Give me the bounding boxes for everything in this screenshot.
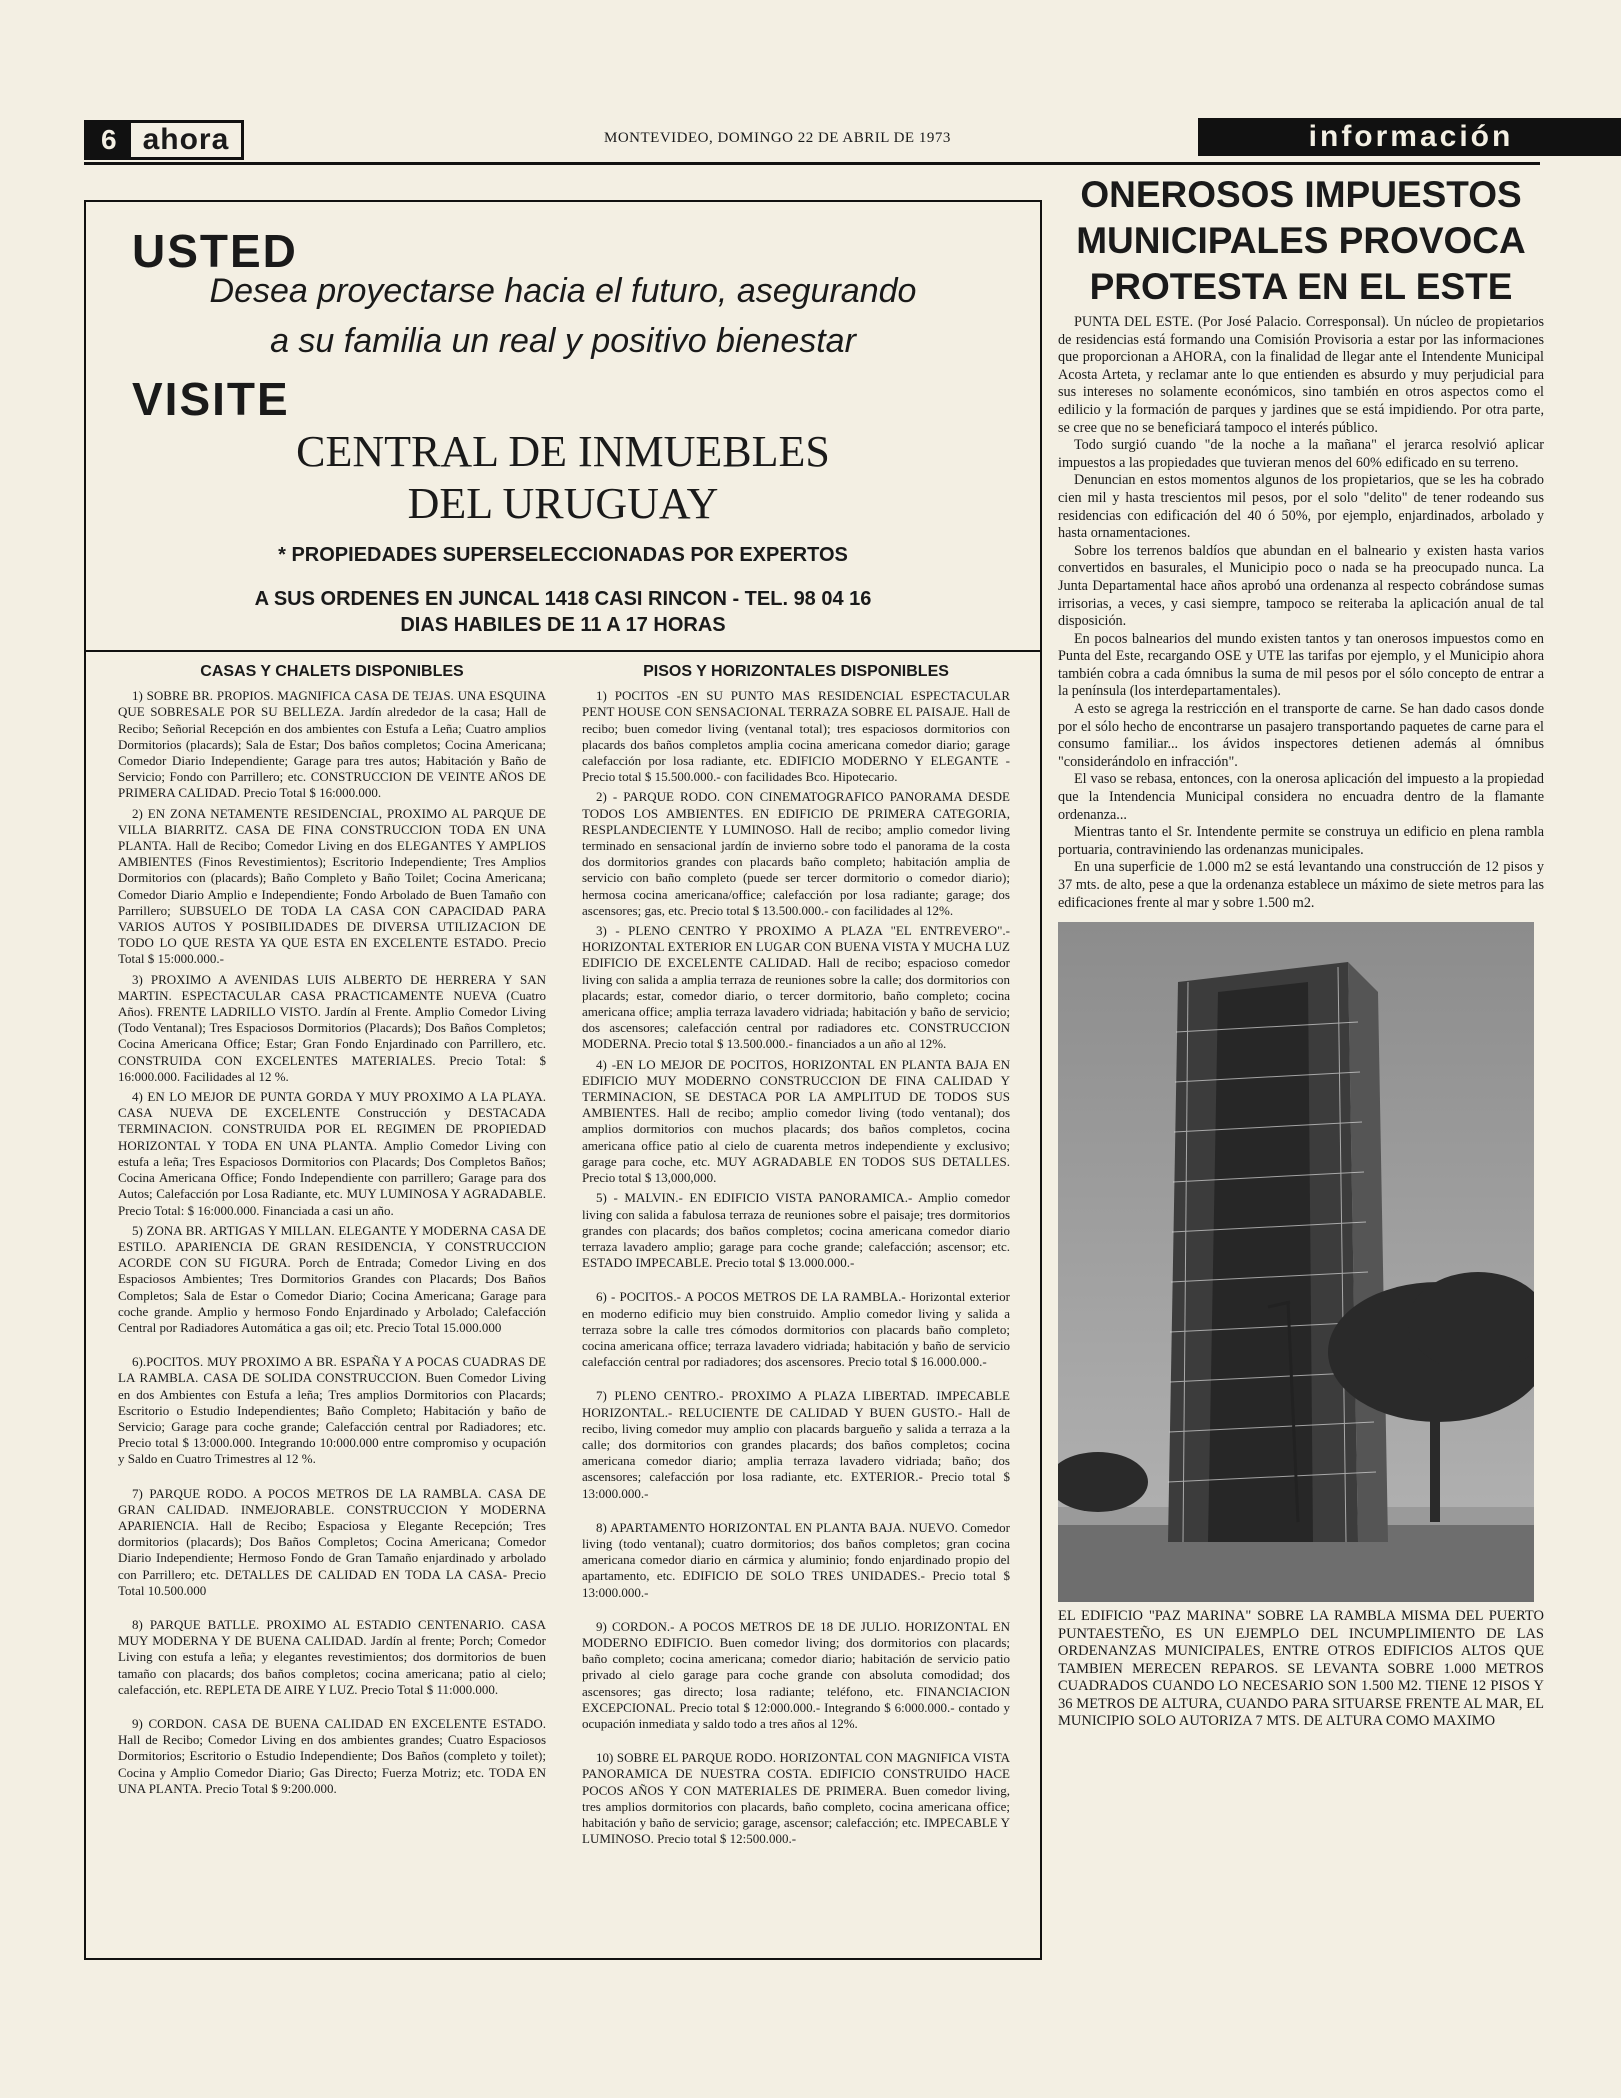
headline-line: ONEROSOS IMPUESTOS (1080, 174, 1522, 215)
listing-item: 6) - POCITOS.- A POCOS METROS DE LA RAMBLA.- Horizontal exterior en moderno edificio muy bien construido. Amplio comedor living y salida a terraza sobre la calle tres cómodos dormitorios con placards baño completo; cocina americana office; terraza lavadero vidriada; habitación y baño de servicio calefacción central por radiadores; dos ascensores. Precio total $ 16.000.000.- (582, 1289, 1010, 1370)
masthead (84, 120, 244, 160)
pisos-column (582, 664, 1010, 1851)
article-paragraph: En pocos balnearios del mundo existen tantos y tan onerosos impuestos como en Punta del Este, recargando OSE y UTE las tarifas por ejemplo, y el Municipio ahora también cobra a cada ómnibus la suma de mil pesos por el sólo concepto de entrar a la península (los interdepartamentales). (1058, 630, 1544, 700)
listing-item: 4) -EN LO MEJOR DE POCITOS, HORIZONTAL EN PLANTA BAJA EN EDIFICIO MUY MODERNO CONSTRUCCION DE FINA CALIDAD Y TERMINACION, SE DESTACA POR LA AMPLITUD DE TODOS SUS AMBIENTES. Hall de recibo; amplio comedor living (todo ventanal); dos amplios dormitorios con muchos placards; dos baños completos, cocina americana office patio al cielo de cuarenta metros independiente y exclusivo; garage para coche, etc. MUY AGRADABLE EN TODOS SUS DETALLES. Precio total $ 13,000,000. (582, 1056, 1010, 1186)
paper-name: ahora (142, 123, 230, 156)
listing-item: 9) CORDON.- A POCOS METROS DE 18 DE JULIO. HORIZONTAL EN MODERNO EDIFICIO. Buen comedor living; dos dormitorios con placards; baño completo; cocina americana; comedor diario; habitación de servicio patio privado al cielo garage para coche grande con absoluta comodidad; dos ascensores; gas directo; losa radiante; teléfono, etc. FINANCIACION EXCEPCIONAL. Precio total $ 12:000.000.- Integrando $ 6:000.000.- contado y ocupación inmediata y saldo todo a tres años al 12%. (582, 1618, 1010, 1731)
header-rule (84, 162, 1540, 165)
article-body (1058, 314, 1544, 912)
headline-line: PROTESTA EN EL ESTE (1089, 266, 1513, 307)
casas-heading: CASAS Y CHALETS DISPONIBLES (200, 663, 464, 680)
listing-item: 7) PLENO CENTRO.- PROXIMO A PLAZA LIBERTAD. IMPECABLE HORIZONTAL.- RELUCIENTE DE CALIDAD Y BUEN GUSTO.- Hall de recibo, living comedor muy amplio con placards bargueño y salida a terraza a la calle; dos dormitorios con grandes placards; dos baños completos; cocina americana comedor diario; amplia terraza lavadero vidriada; baño; dos ascensores; calefacción por losa radiante, etc. EXTERIOR.- Precio total $ 13:000.000.- (582, 1388, 1010, 1501)
page-number: 6 (87, 123, 131, 157)
real-estate-ad (84, 200, 1042, 1960)
listing-item: 2) - PARQUE RODO. CON CINEMATOGRAFICO PANORAMA DESDE TODOS LOS AMBIENTES. EN EDIFICIO DE PRIMERA CATEGORIA, RESPLANDECIENTE Y LUMINOSO. Hall de recibo; amplio comedor living terminado en sensacional jardín de invierno sobre todo el panorama de la costa dos dormitorios grandes con placards baño completo; habitación amplia de servicio con baño completo (puede ser tercer dormitorio o comedor diario); hermosa cocina americana/office; calefacción por losa radiante; garage; dos ascensores; gas, etc. Precio total $ 13.500.000.- con facilidades al 12%. (582, 789, 1010, 918)
listing-item: 9) CORDON. CASA DE BUENA CALIDAD EN EXCELENTE ESTADO. Hall de Recibo; Comedor Living en dos ambientes grandes; Cuatro Espaciosos Dormitorios; Escritorio o Estudio Independiente; Dos Baños (completo y toilet); Cocina y Amplio Comedor Diario; Gas Directo; Fuerza Motriz; etc. TODA EN UNA PLANTA. Precio Total $ 9:200.000. (118, 1715, 546, 1796)
article-paragraph: Todo surgió cuando "de la noche a la mañana" el jerarca resolvió aplicar impuestos a las propiedades que tuvieran menos del 60% edificado en su terreno. (1058, 437, 1544, 471)
listing-item: 1) SOBRE BR. PROPIOS. MAGNIFICA CASA DE TEJAS. UNA ESQUINA QUE SOBRESALE POR SU BELLEZA. Jardín alrededor de la casa; Hall de Recibo; Señorial Recepción en dos ambientes con Estufa a Leña; Cuatro amplios Dormitorios (placards); Sala de Estar; Dos baños completos; Cocina Americana; Comedor Diario Independiente; Garage para tres autos; Habitación y Baño de Servicio; Fondo con Parrillero; etc. CONSTRUCCION DE VEINTE AÑOS DE PRIMERA CALIDAD. Precio Total $ 16:000.000. (118, 688, 546, 801)
ad-address: A SUS ORDENES EN JUNCAL 1418 CASI RINCON - TEL. 98 04 16 (254, 588, 872, 610)
article-headline (1058, 172, 1544, 310)
listing-item: 8) PARQUE BATLLE. PROXIMO AL ESTADIO CENTENARIO. CASA MUY MODERNA Y DE BUENA CALIDAD. Jardín al frente; Porch; Comedor Living con estufa a leña; y elegantes revestimientos; dos dormitorios de buen tamaño con placards; dos baños completos; cocina americana; patio al cielo; calefacción, etc. REPLETA DE AIRE Y LUZ. Precio Total $ 11:000.000. (118, 1616, 546, 1697)
article-paragraph: El vaso se rebasa, entonces, con la onerosa aplicación del impuesto a la propiedad que la Intendencia Municipal considera no encuadra dentro de la flamante ordenanza... (1058, 771, 1544, 823)
ad-company-2: DEL URUGUAY (407, 479, 719, 528)
ad-banner (86, 202, 1040, 652)
headline-line: MUNICIPALES PROVOCA (1076, 220, 1526, 261)
listing-item: 3) PROXIMO A AVENIDAS LUIS ALBERTO DE HERRERA Y SAN MARTIN. ESPECTACULAR CASA PRACTICAMENTE NUEVA (Cuatro Años). FRENTE LADRILLO VISTO. Jardín al Frente. Amplio Comedor Living (Todo Ventanal); Tres Espaciosos Dormitorios (Placards); Dos Baños Completos; Cocina Americana Office; Estar; Gran Fondo Enjardinado con Parrillero, etc. CONSTRUIDA CON EXCELENTES MATERIALES. Precio Total: $ 16:000.000. Facilidades al 12 %. (118, 971, 546, 1084)
ad-company-1: CENTRAL DE INMUEBLES (296, 427, 830, 476)
ad-visite: VISITE (132, 373, 290, 425)
listing-item: 1) POCITOS -EN SU PUNTO MAS RESIDENCIAL ESPECTACULAR PENT HOUSE CON SENSACIONAL TERRAZA SOBRE EL PAISAJE. Hall de recibo; buen comedor living (ventanal total); tres espaciosos dormitorios con placards dos baños completos amplia cocina americana comedor diario; garage calefacción por losa radiante, etc. EDIFICIO MODERNO Y ELEGANTE - Precio total $ 15.500.000.- con facilidades Bco. Hipotecario. (582, 688, 1010, 785)
building-photo (1058, 922, 1534, 1602)
photo-caption: EL EDIFICIO "PAZ MARINA" SOBRE LA RAMBLA MISMA DEL PUERTO PUNTAESTEÑO, ES UN EJEMPLO DEL INCUMPLIMIENTO DE LAS ORDENANZAS MUNICIPALES, ENTRE OTROS EDIFICIOS ALTOS QUE TAMBIEN MERECEN REPAROS. SE LEVANTA SOBRE 1.000 METROS CUADRADOS CUANDO LO NECESARIO SON 1.500 M2. TIENE 12 PISOS Y 36 METROS DE ALTURA, CUANDO PARA SITUARSE FRENTE AL MAR, EL MUNICIPIO SOLO AUTORIZA 7 MTS. DE ALTURA COMO MAXIMO (1058, 1608, 1544, 1730)
listing-item: 8) APARTAMENTO HORIZONTAL EN PLANTA BAJA. NUEVO. Comedor living (todo ventanal); cuatro dormitorios; dos baños completos; gran cocina americana comedor diario en cármica y aluminio; fondo enjardinado propio del apartamento, etc. EDIFICIO DE SOLO TRES UNIDADES.- Precio total $ 13:000.000.- (582, 1519, 1010, 1600)
article-paragraph: Denuncian en estos momentos algunos de los propietarios, que se les ha cobrado cien mil y hasta trescientos mil pesos, por el solo "delito" de tener rodeando sus residencias con edificación del 40 ó 50%, por ejemplo, enjardinados, arbolado y hasta ornamentaciones. (1058, 472, 1544, 542)
section-label: información (1198, 118, 1621, 156)
building-photo-image (1058, 922, 1534, 1602)
ad-tagline-2: a su familia un real y positivo bienestar (270, 322, 856, 360)
listing-item: 2) EN ZONA NETAMENTE RESIDENCIAL, PROXIMO AL PARQUE DE VILLA BIARRITZ. CASA DE FINA CONSTRUCCION TODA EN UNA PLANTA. Hall de Recibo; Comedor Living en dos ELEGANTES Y AMPLIOS AMBIENTES (Finos Revestimientos); Escritorio Independiente; Tres Amplios Dormitorios con (placards); Baño Completo y Baño Toilet; Cocina Americana; Comedor Diario Amplio e Independiente; Fondo Arbolado de Buen Tamaño con Parrillero; SUBSUELO DE TODA LA CASA CON CAPACIDAD PARA VARIOS AUTOS Y POSIBILIDADES DE DIVERSA UTILIZACION DE TODO LO QUE RESTA YA QUE ESTA EN EXCELENTE ESTADO. Precio Total $ 15:000.000.- (118, 805, 546, 967)
news-article (1058, 172, 1544, 1731)
dateline: MONTEVIDEO, DOMINGO 22 DE ABRIL DE 1973 (604, 130, 951, 146)
listing-item: 4) EN LO MEJOR DE PUNTA GORDA Y MUY PROXIMO A LA PLAYA. CASA NUEVA DE EXCELENTE Construcción y DESTACADA TERMINACION. CONSTRUIDA POR EL REGIMEN DE PROPIEDAD HORIZONTAL Y TODA EN UNA PLANTA. Amplio Comedor Living con estufa a leña; Tres Espaciosos Dormitorios con Placards; Dos Completos Baños; Cocina Americana Office; Fondo Independiente con parrillero; Garage para dos Autos; Calefacción por Losa Radiante, etc. MUY LUMINOSA Y AGRADABLE. Precio Total: $ 16:000.000. Financiada a casi un año. (118, 1089, 546, 1218)
ad-tagline-1: Desea proyectarse hacia el futuro, asegurando (209, 272, 917, 310)
listing-item: 5) - MALVIN.- EN EDIFICIO VISTA PANORAMICA.- Amplio comedor living con salida a fabulosa terraza de reuniones sobre el paisaje; tres dormitorios grandes con placards; dos baños completos; cocina americana comedor diario terraza lavadero amplio; garage para coche grande; calefacción; ascensor; etc. ESTADO IMPECABLE. Precio total $ 13.000.000.- (582, 1190, 1010, 1271)
article-paragraph: A esto se agrega la restricción en el transporte de carne. Se han dado casos donde por el sólo hecho de encontrarse un pasajero transportando paquetes de carne para el consumo familiar... los ávidos inspectores detienen además al ómnibus "considerándolo en infracción". (1058, 701, 1544, 770)
listing-item: 3) - PLENO CENTRO Y PROXIMO A PLAZA "EL ENTREVERO".- HORIZONTAL EXTERIOR EN LUGAR CON BUENA VISTA Y MUCHA LUZ EDIFICIO DE EXCELENTE CALIDAD. Hall de recibo; espacioso comedor living con salida a amplia terraza de reuniones sobre la calle; dos dormitorios con placards; estar, comedor diario, o tercer dormitorio, baño completo; cocina americana office; amplia terraza lavadero vidriada; habitación y baño de servicio; dos ascensores; calefacción central por radiadores etc. CONSTRUCCION MODERNA. Precio total $ 13.500.000.- financiados a un año al 12%. (582, 923, 1010, 1052)
article-paragraph: Mientras tanto el Sr. Intendente permite se construya un edificio en plena rambla portuaria, contraviniendo las ordenanzas municipales. (1058, 824, 1544, 858)
listing-item: 6).POCITOS. MUY PROXIMO A BR. ESPAÑA Y A POCAS CUADRAS DE LA RAMBLA. CASA DE SOLIDA CONSTRUCCION. Buen Comedor Living en dos Ambientes con Estufa a leña; Tres amplios Dormitorios con Placards; Escritorio o Estudio Independientes; Baño Completo; Habitación y baño de Servicio; Garage para coche grande; Calefacción central por Radiadores; etc. Precio total $ 13:000.000. Integrando 10:000.000 entre compromiso y ocupación y Saldo en Cuatro Trimestres al 12 %. (118, 1354, 546, 1467)
casas-column (118, 664, 546, 1801)
listing-item: 5) ZONA BR. ARTIGAS Y MILLAN. ELEGANTE Y MODERNA CASA DE ESTILO. APARIENCIA DE GRAN RESIDENCIA, Y CONSTRUCCION ACORDE CON SU FIGURA. Porch de Entrada; Comedor Living en dos Espaciosos Ambientes; Tres Dormitorios Grandes con Placards; Dos Baños Completos; Sala de Estar o Comedor Diario; Cocina Americana; Garage para coche grande. Amplio y hermoso Fondo Enjardinado y Arbolado; Calefacción Central por Radiadores Automática a gas oil; etc. Precio Total 15.000.000 (118, 1222, 546, 1335)
listing-item: 10) SOBRE EL PARQUE RODO. HORIZONTAL CON MAGNIFICA VISTA PANORAMICA DE NUESTRA COSTA. EDIFICIO CONSTRUIDO HACE POCOS AÑOS Y CON MATERIALES DE PRIMERA. Buen comedor living, tres amplios dormitorios con placards, baño completo, cocina americana office; habitación y baño de servicio; garage, ascensor; calefacción; etc. IMPECABLE Y LUMINOSO. Precio total $ 12:500.000.- (582, 1750, 1010, 1847)
article-paragraph: En una superficie de 1.000 m2 se está levantando una construcción de 12 pisos y 37 mts. de alto, pese a que la ordenanza establece un máximo de siete metros para las edificaciones frente al mar y sobre 1.500 m2. (1058, 859, 1544, 911)
ad-slogan: * PROPIEDADES SUPERSELECCIONADAS POR EXPERTOS (278, 544, 848, 566)
ad-usted: USTED (132, 225, 298, 277)
ad-hours: DIAS HABILES DE 11 A 17 HORAS (400, 614, 726, 636)
listing-item: 7) PARQUE RODO. A POCOS METROS DE LA RAMBLA. CASA DE GRAN CALIDAD. INMEJORABLE. CONSTRUCCION Y MODERNA APARIENCIA. Hall de Recibo; Espaciosa y Elegante Recepción; Tres dormitorios (placards); Dos Baños Completos; Cocina Americana; Comedor Diario Independiente; Hermoso Fondo de Gran Tamaño enjardinado y arbolado con Parrillero; etc. DETALLES DE CALIDAD EN TODA LA CASA- Precio Total 10.500.000 (118, 1485, 546, 1598)
page-header (84, 118, 1540, 158)
article-paragraph: PUNTA DEL ESTE. (Por José Palacio. Corresponsal). Un núcleo de propietarios de residencias está formando una Comisión Provisoria a estar por las informaciones que proporcionan a AHORA, con la finalidad de llegar ante el Intendente Municipal Acosta Arteta, y reclamar ante lo que entienden es absurdo y muy perjudicial para sus intereses no solamente económicos, sino también en otros aspectos como el edilicio y la formación de parques y jardines que se está impidiendo. Por otra parte, se cree que no se beneficiará tampoco el interés público. (1058, 314, 1544, 436)
pisos-heading: PISOS Y HORIZONTALES DISPONIBLES (643, 663, 949, 680)
article-paragraph: Sobre los terrenos baldíos que abundan en el balneario y existen hasta varios convertidos en basurales, el Municipio poco o nada se ha preocupado nunca. La Junta Departamental hace años aprobó una ordenanza al respecto cobrándose sumas irrisorias, a veces, y casi siempre, tampoco se reiteraba la aplicación anual de tal disposición. (1058, 542, 1544, 630)
